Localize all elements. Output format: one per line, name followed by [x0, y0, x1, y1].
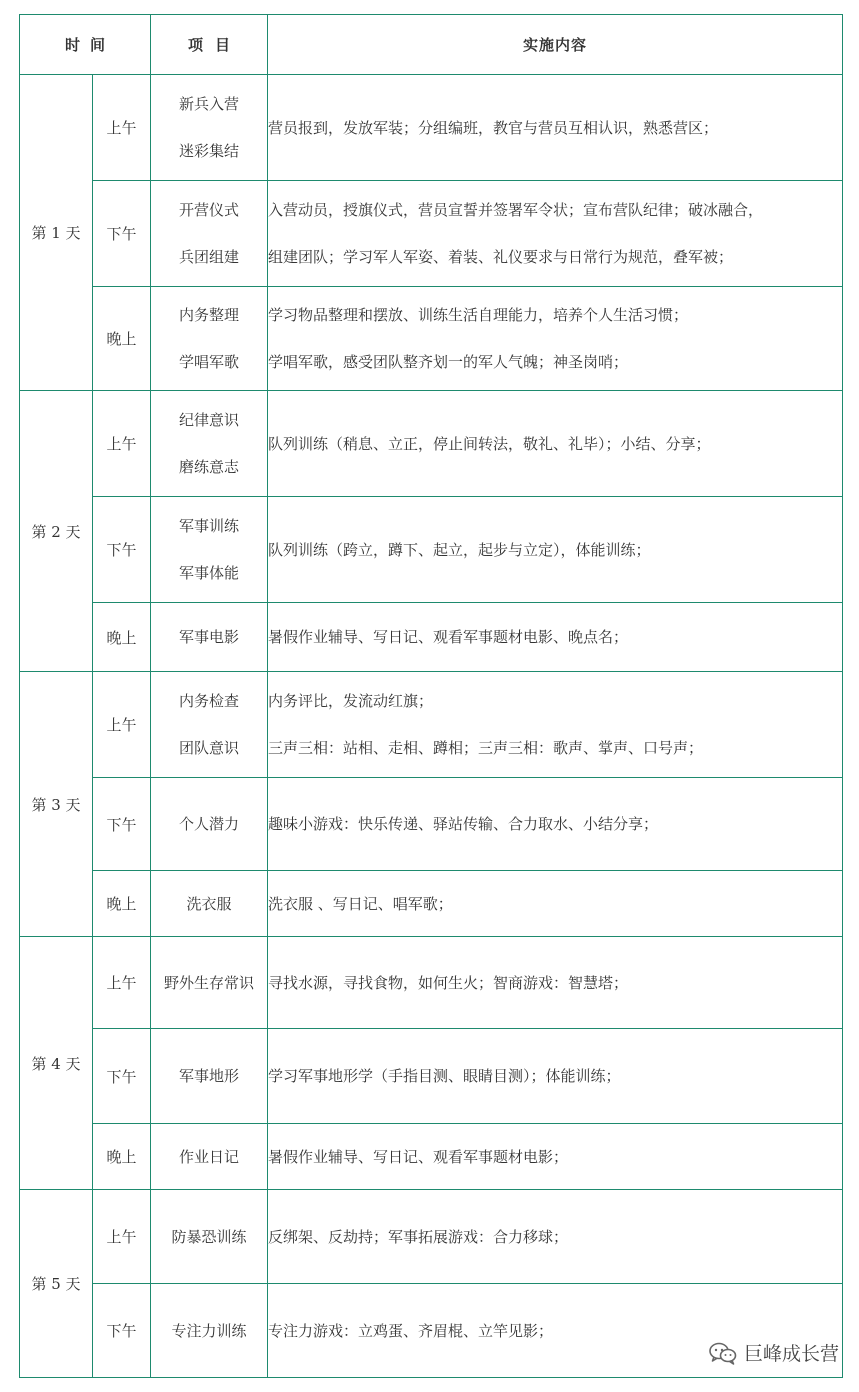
- period-label: 上午: [93, 1190, 151, 1284]
- table-row: [20, 778, 843, 871]
- header-row: [20, 15, 843, 75]
- project-item: 洗衣服: [186, 894, 232, 913]
- project-cell: [151, 181, 268, 287]
- project-item: 内务整理: [179, 306, 240, 324]
- period-label: 晚上: [93, 871, 151, 937]
- project-item: 磨练意志: [179, 458, 240, 476]
- project-item: 军事体能: [179, 564, 240, 582]
- project-cell: [151, 672, 268, 778]
- table-row: [20, 672, 843, 778]
- period-label: 晚上: [93, 603, 151, 672]
- content-line: 内务评比，发流动红旗；: [268, 692, 434, 710]
- project-item: 开营仪式: [179, 201, 240, 219]
- table-row: [20, 937, 843, 1029]
- table-row: [20, 1029, 843, 1124]
- table-row: [20, 603, 843, 672]
- project-cell: [151, 778, 268, 871]
- project-item: 军事训练: [179, 517, 240, 535]
- project-item: 军事电影: [179, 628, 240, 646]
- project-cell: [151, 1284, 268, 1378]
- period-label: 上午: [93, 391, 151, 497]
- schedule-table: [19, 14, 843, 1378]
- content-line: 队列训练（跨立，蹲下、起立，起步与立定），体能训练；: [268, 540, 651, 559]
- content-line: 学唱军歌，感受团队整齐划一的军人气魄；神圣岗哨；: [268, 353, 629, 371]
- period-label: 晚上: [93, 287, 151, 391]
- wechat-icon: [708, 1341, 738, 1365]
- content-cell: [268, 391, 843, 497]
- project-cell: [151, 871, 268, 937]
- project-cell: [151, 603, 268, 672]
- period-label: 上午: [93, 937, 151, 1029]
- project-item: 团队意识: [179, 739, 240, 757]
- day-label: 第 1 天: [20, 75, 93, 391]
- content-line: 暑假作业辅导、写日记、观看军事题材电影、晚点名；: [268, 628, 629, 646]
- content-line: 反绑架、反劫持；军事拓展游戏：合力移球；: [268, 1227, 569, 1246]
- content-line: 组建团队；学习军人军姿、着装、礼仪要求与日常行为规范，叠军被；: [268, 248, 734, 266]
- project-item: 迷彩集结: [179, 142, 240, 160]
- period-label: 晚上: [93, 1124, 151, 1190]
- table-row: [20, 287, 843, 391]
- project-cell: [151, 391, 268, 497]
- project-cell: [151, 287, 268, 391]
- content-line: 学习军事地形学（手指目测、眼睛目测）；体能训练；: [268, 1067, 621, 1085]
- project-item: 新兵入营: [179, 95, 240, 113]
- day-label: 第 3 天: [20, 672, 93, 937]
- content-line: 洗衣服 、写日记、唱军歌；: [268, 894, 453, 913]
- header-content: 实施内容: [268, 15, 843, 75]
- content-line: 队列训练（稍息、立正，停止间转法，敬礼、礼毕）；小结、分享；: [268, 434, 711, 453]
- watermark-text: 巨峰成长营: [743, 1343, 839, 1365]
- table-row: [20, 497, 843, 603]
- content-cell: [268, 937, 843, 1029]
- content-cell: [268, 75, 843, 181]
- project-cell: [151, 497, 268, 603]
- content-cell: [268, 672, 843, 778]
- period-label: 上午: [93, 672, 151, 778]
- content-line: 暑假作业辅导、写日记、观看军事题材电影；: [268, 1147, 569, 1166]
- project-item: 军事地形: [179, 1067, 240, 1085]
- content-line: 趣味小游戏：快乐传递、驿站传输、合力取水、小结分享；: [268, 815, 659, 833]
- day-label: 第 4 天: [20, 937, 93, 1190]
- project-cell: [151, 75, 268, 181]
- project-cell: [151, 937, 268, 1029]
- period-label: 下午: [93, 1284, 151, 1378]
- content-line: 学习物品整理和摆放、训练生活自理能力，培养个人生活习惯；: [268, 306, 689, 324]
- project-item: 兵团组建: [179, 248, 240, 266]
- content-cell: [268, 181, 843, 287]
- table-row: [20, 871, 843, 937]
- project-item: 学唱军歌: [179, 353, 240, 371]
- project-item: 纪律意识: [179, 411, 240, 429]
- project-cell: [151, 1124, 268, 1190]
- header-project: 项目: [151, 15, 268, 75]
- header-time: 时间: [20, 15, 151, 75]
- content-cell: [268, 1190, 843, 1284]
- watermark: [708, 1339, 839, 1366]
- period-label: 下午: [93, 181, 151, 287]
- content-cell: [268, 778, 843, 871]
- content-cell: [268, 1124, 843, 1190]
- project-item: 野外生存常识: [164, 973, 255, 992]
- content-cell: [268, 603, 843, 672]
- table-row: [20, 1124, 843, 1190]
- project-item: 个人潜力: [179, 815, 240, 833]
- day-label: 第 2 天: [20, 391, 93, 672]
- project-item: 专注力训练: [171, 1321, 247, 1340]
- period-label: 下午: [93, 778, 151, 871]
- project-item: 内务检查: [179, 692, 240, 710]
- content-cell: [268, 287, 843, 391]
- content-line: 寻找水源，寻找食物，如何生火；智商游戏：智慧塔；: [268, 973, 629, 992]
- content-line: 入营动员，授旗仪式，营员宣誓并签署军令状；宣布营队纪律；破冰融合，: [268, 201, 764, 219]
- content-line: 营员报到，发放军装；分组编班，教官与营员互相认识，熟悉营区；: [268, 118, 719, 137]
- table-row: [20, 181, 843, 287]
- project-cell: [151, 1029, 268, 1124]
- period-label: 上午: [93, 75, 151, 181]
- table-row: [20, 1190, 843, 1284]
- content-line: 专注力游戏：立鸡蛋、齐眉棍、立竿见影；: [268, 1321, 554, 1340]
- table-row: [20, 391, 843, 497]
- content-cell: [268, 1029, 843, 1124]
- project-item: 防暴恐训练: [171, 1227, 247, 1246]
- table-row: [20, 75, 843, 181]
- content-cell: [268, 871, 843, 937]
- period-label: 下午: [93, 497, 151, 603]
- period-label: 下午: [93, 1029, 151, 1124]
- content-cell: [268, 497, 843, 603]
- day-label: 第 5 天: [20, 1190, 93, 1378]
- content-line: 三声三相：站相、走相、蹲相；三声三相：歌声、掌声、口号声；: [268, 739, 704, 757]
- project-item: 作业日记: [179, 1147, 240, 1166]
- project-cell: [151, 1190, 268, 1284]
